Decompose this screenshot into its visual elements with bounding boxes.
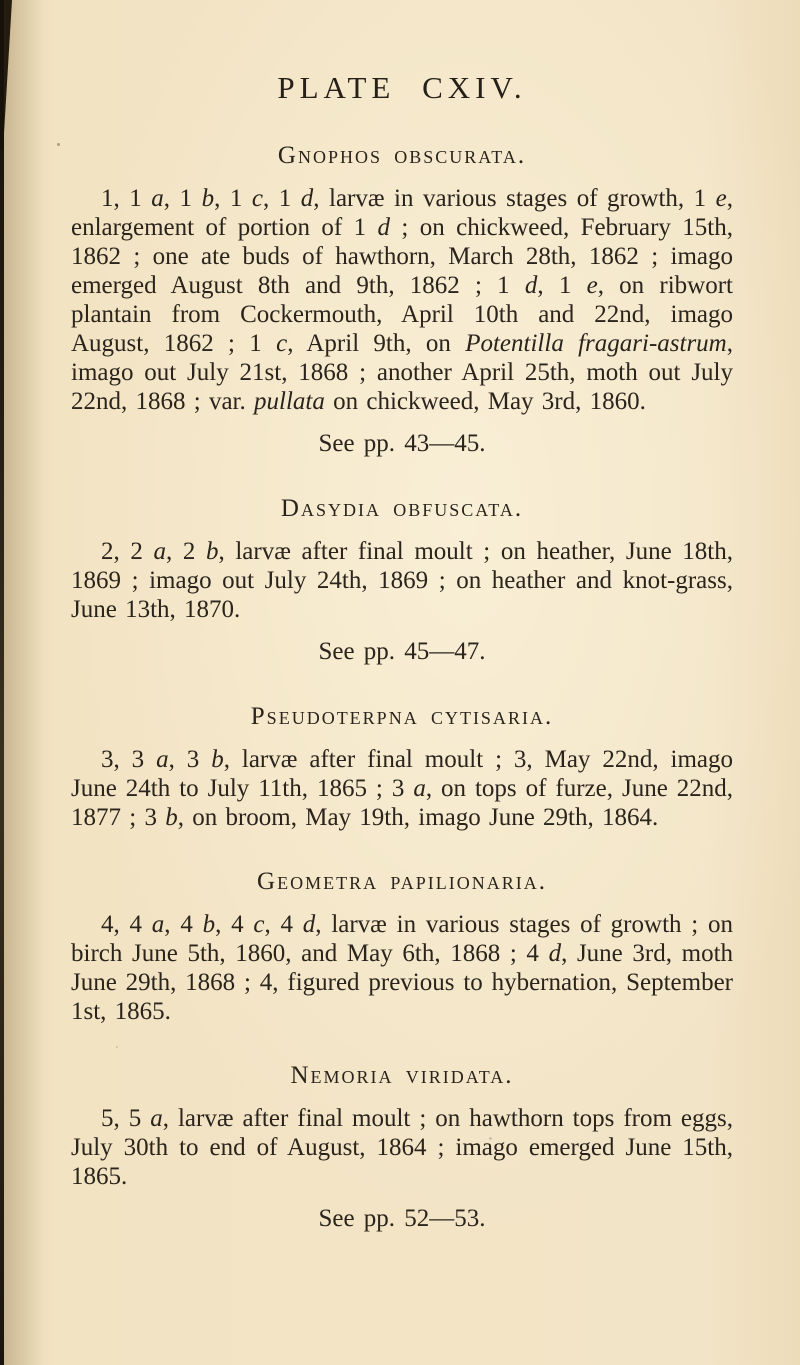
text-run: , imago out July 21st, 1868 ; another April 25th, moth out July 22nd, 1868 ; var. bbox=[71, 330, 733, 415]
species-section bbox=[0, 493, 800, 667]
paper-speck bbox=[57, 143, 60, 146]
species-heading: Nemoria viridata. bbox=[290, 1062, 514, 1089]
text-run: , on broom, May 19th, imago June 29th, 1864. bbox=[177, 804, 659, 831]
italic-text-run: b bbox=[205, 538, 219, 565]
italic-text-run: Potentilla fragari-astrum bbox=[465, 330, 727, 357]
species-section bbox=[0, 140, 800, 459]
text-run: 1, 1 bbox=[101, 185, 152, 212]
species-section bbox=[0, 701, 800, 832]
text-run: , 4 bbox=[264, 911, 303, 938]
text-run: 3, 3 bbox=[101, 746, 157, 773]
italic-text-run: b bbox=[165, 804, 178, 831]
species-description bbox=[0, 184, 800, 416]
text-run: 4, 4 bbox=[101, 911, 152, 938]
italic-text-run: d bbox=[300, 185, 314, 212]
text-run: , June 3rd, moth June 29th, 1868 ; 4, figured previous to hybernation, September 1st, 1865. bbox=[71, 940, 734, 1025]
species-description bbox=[0, 1104, 800, 1191]
paper-speck bbox=[489, 1137, 492, 1140]
text-run: , larvæ after final moult ; on heather, June 18th, 1869 ; imago out July 24th, 1869 ; on heather and knot-grass, June 13th, 1870. bbox=[71, 538, 734, 623]
text-run: , on tops of furze, June 22nd, 1877 ; 3 bbox=[71, 775, 734, 831]
text-run: ; on chickweed, February 15th, 1862 ; one ate buds of hawthorn, March 28th, 1862 ; imago emerged August 8th and 9th, 1862 ; 1 bbox=[71, 214, 733, 299]
italic-text-run: a bbox=[150, 1105, 163, 1132]
italic-text-run: c bbox=[253, 911, 265, 938]
text-run: 2, 2 bbox=[101, 538, 154, 565]
species-section bbox=[0, 1060, 800, 1234]
italic-text-run: c bbox=[251, 185, 263, 212]
text-run: , larvæ after final moult ; 3, May 22nd, imago June 24th to July 11th, 1865 ; 3 bbox=[71, 746, 734, 802]
text-run: 5, 5 bbox=[101, 1105, 151, 1132]
see-pages-reference: See pp. 45—47. bbox=[318, 638, 486, 665]
species-description bbox=[0, 910, 800, 1026]
italic-text-run: b bbox=[211, 746, 224, 773]
species-heading: Pseudoterpna cytisaria. bbox=[250, 703, 554, 730]
italic-text-run: pullata bbox=[254, 388, 325, 415]
text-run: , on ribwort plantain from Cockermouth, April 10th and 22nd, imago August, 1862 ; 1 bbox=[71, 272, 733, 357]
species-sections bbox=[0, 140, 800, 1234]
scan-left-edge bbox=[0, 0, 4, 1365]
text-run: , 1 bbox=[214, 185, 252, 212]
italic-text-run: e bbox=[715, 185, 727, 212]
text-run: , larvæ in various stages of growth ; on birch June 5th, 1860, and May 6th, 1868 ; 4 bbox=[71, 911, 734, 967]
text-run: , 4 bbox=[164, 911, 203, 938]
species-heading: Dasydia obfuscata. bbox=[280, 495, 524, 522]
text-run: , 1 bbox=[262, 185, 301, 212]
italic-text-run: d bbox=[524, 272, 538, 299]
species-heading: Gnophos obscurata. bbox=[277, 142, 527, 169]
text-run: , larvæ after final moult ; on hawthorn tops from eggs, July 30th to end of August, 1864 ; imago emerged June 15th, 1865. bbox=[71, 1105, 733, 1190]
text-run: , 2 bbox=[165, 538, 206, 565]
text-run: on chickweed, May 3rd, 1860. bbox=[324, 388, 646, 415]
species-description bbox=[0, 537, 800, 624]
text-run: , larvæ in various stages of growth, 1 bbox=[313, 185, 716, 212]
italic-text-run: a bbox=[151, 911, 165, 938]
text-run: , 1 bbox=[163, 185, 202, 212]
text-run: , 1 bbox=[537, 272, 587, 299]
italic-text-run: d bbox=[548, 940, 562, 967]
text-run: , enlargement of portion of 1 bbox=[71, 185, 734, 241]
paper-speck bbox=[116, 1046, 118, 1048]
italic-text-run: a bbox=[153, 538, 166, 565]
text-run: , 3 bbox=[168, 746, 212, 773]
italic-text-run: e bbox=[586, 272, 598, 299]
italic-text-run: c bbox=[276, 330, 288, 357]
italic-text-run: b bbox=[201, 185, 215, 212]
plate-title: PLATE CXIV. bbox=[277, 70, 527, 105]
species-description bbox=[0, 745, 800, 832]
italic-text-run: d bbox=[302, 911, 316, 938]
italic-text-run: d bbox=[377, 214, 390, 241]
species-heading: Geometra papilionaria. bbox=[257, 868, 547, 895]
italic-text-run: b bbox=[202, 911, 216, 938]
italic-text-run: a bbox=[413, 775, 426, 802]
see-pages-reference: See pp. 43—45. bbox=[318, 430, 486, 457]
italic-text-run: a bbox=[156, 746, 169, 773]
text-run: , April 9th, on bbox=[287, 330, 466, 357]
species-section bbox=[0, 866, 800, 1026]
italic-text-run: a bbox=[151, 185, 164, 212]
see-pages-reference: See pp. 52—53. bbox=[318, 1205, 486, 1232]
text-run: , 4 bbox=[215, 911, 254, 938]
